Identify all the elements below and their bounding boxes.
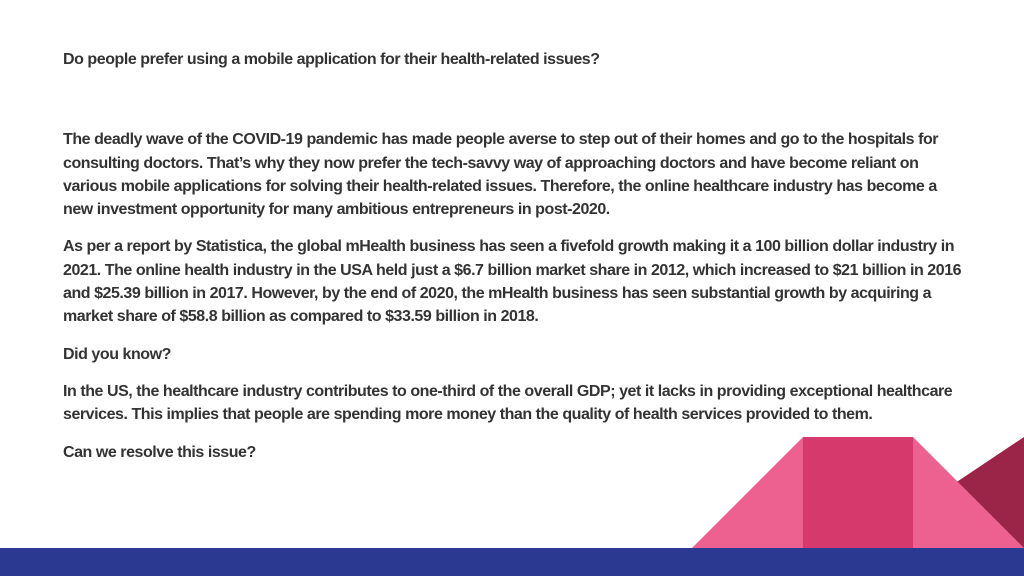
slide-heading: Do people prefer using a mobile application for their health-related issues? bbox=[63, 51, 600, 68]
footer-bar bbox=[0, 548, 1024, 576]
slide-text bbox=[63, 48, 963, 464]
paragraph-statistics: As per a report by Statistica, the global mHealth business has seen a fivefold growth making it a 100 billion dollar industry in 2021. The online health industry in the USA held just a $6.7 billion market share in 2012, which increased to $21 billion in 2016 and $25.39 billion in 2017. However, by the end of 2020, the mHealth business has seen substantial growth by acquiring a market share of $58.8 billion as compared to $33.59 billion in 2018. bbox=[63, 238, 962, 326]
paragraph-did-you-know: Did you know? bbox=[63, 345, 171, 363]
paragraph-covid: The deadly wave of the COVID-19 pandemic has made people averse to step out of their homes and go to the hospitals for consulting doctors. That’s why they now prefer the tech-savvy way of approaching doctors and have become reliant on various mobile applications for solving their health-related issues. Therefore, the online healthcare industry has become a new investment opportunity for many ambitious entrepreneurs in post-2020. bbox=[63, 131, 939, 219]
paragraph-question: Can we resolve this issue? bbox=[63, 443, 256, 461]
paragraph-gdp: In the US, the healthcare industry contributes to one-third of the overall GDP; yet it lacks in providing exceptional healthcare services. This implies that people are spending more money than the quality of health services provided to them. bbox=[63, 382, 953, 424]
